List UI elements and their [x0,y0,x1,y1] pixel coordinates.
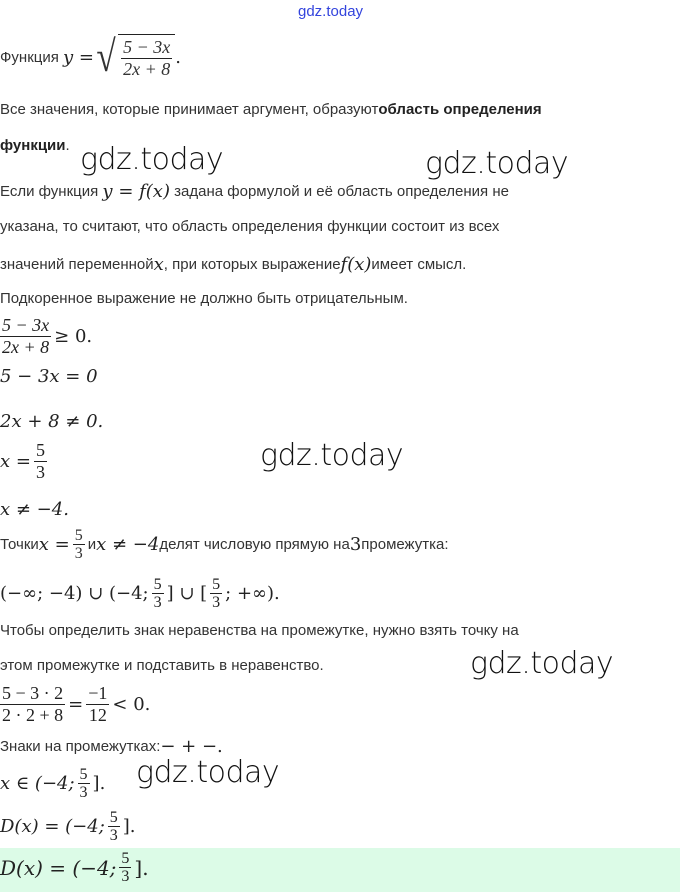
rule-line-3 [0,254,466,275]
numerator: 5 − 3 · 2 [2,683,64,703]
intervals-line [0,576,280,611]
numerator: 5 [212,576,221,593]
definition-bold: область определения [378,101,542,118]
text: значений переменной [0,256,154,273]
math: f(x) [340,254,372,275]
denominator: 12 [88,705,107,725]
solution-1 [0,440,50,483]
numerator: 5 [153,576,162,593]
text: Знаки на промежутках: [0,738,161,755]
condition-line [0,290,408,307]
domain-line [0,809,136,844]
equation-2: 2x + 8 ≠ 0. [0,411,104,432]
definition-text: Все значения, которые принимает аргумент, образуют [0,101,379,118]
numerator: 5 [79,766,88,783]
sqrt-expression: √ $\frac{5 - 3x}{2x + 8}$ [94,34,175,80]
watermark: gdz.today [136,755,280,790]
signs-line [0,736,223,757]
signs-value: − + −. [160,736,223,757]
numerator: −1 [88,683,108,703]
text: имеет смысл. [371,256,467,273]
text: , при которых выражение [163,256,341,273]
watermark: gdz.today [470,646,614,681]
watermark: gdz.today [260,438,404,473]
denominator: 3 [121,868,130,885]
test-line-2: этом промежутке и подставить в неравенство. [0,657,324,674]
denominator: 3 [109,827,118,844]
denominator: 2x + 8 [123,59,171,79]
denominator: 3 [212,594,221,611]
solution-2: x ≠ −4. [0,499,69,520]
equation-1: 5 − 3x = 0 [0,366,98,387]
rhs: ≥ 0. [54,326,93,347]
math: x ≠ −4 [96,534,160,555]
function-line [0,34,181,80]
definition-line-1 [0,101,542,118]
rhs: < 0. [112,694,151,715]
lhs: D(x) = (−4; [0,855,117,880]
points-line [0,527,449,562]
denominator: 3 [79,784,88,801]
end: ]. [92,773,106,794]
math: x = [38,534,70,555]
interval-part: ] ∪ [ [166,583,208,604]
text: Точки [0,536,39,553]
watermark: gdz.today [425,146,569,181]
denominator: 2 · 2 + 8 [2,705,64,725]
text: указана, то считают, что область определения функции состоит из всех [0,218,500,235]
denominator: 3 [74,545,83,562]
watermark-top: gdz.today [298,3,364,20]
period: . [175,46,182,68]
lhs: x ∈ (−4; [0,773,75,794]
interval-part: (−∞; −4) ∪ (−4; [0,583,149,604]
math: 3 [349,534,362,555]
text: Если функция [0,183,99,200]
interval-part: ; +∞). [225,583,280,604]
math: x [153,254,164,275]
numerator: 5 [35,440,45,460]
definition-line-2 [0,137,70,154]
text: задана формулой и её область определения не [174,183,509,200]
numerator: 5 [121,850,130,867]
y-equals: y = [63,46,94,68]
numerator: 5 − 3x [2,315,50,335]
equals: = [68,694,84,715]
text: Подкоренное выражение не должно быть отрицательным. [0,290,408,307]
rule-line-2 [0,218,499,235]
text: промежутка: [361,536,449,553]
test-line-1: Чтобы определить знак неравенства на промежутке, нужно взять точку на [0,622,519,639]
function-label: Функция [0,48,59,66]
numerator: 5 [109,809,118,826]
lhs: x = [0,451,31,472]
text: делят числовую прямую на [159,536,350,553]
denominator: 3 [153,594,162,611]
numerator: 5 [74,527,83,544]
x-in-line [0,766,105,801]
watermark: gdz.today [80,142,224,177]
rule-line-1 [0,181,509,202]
end: ]. [134,855,149,880]
math: y = f(x) [102,181,170,202]
definition-bold-2: функции [0,137,66,154]
period: . [65,137,70,154]
lhs: D(x) = (−4; [0,816,105,837]
denominator: 2x + 8 [2,337,50,357]
inequality [0,315,92,358]
end: ]. [122,816,136,837]
denominator: 3 [35,462,45,482]
text: и [87,536,97,553]
calculation [0,683,150,726]
numerator: 5 − 3x [123,37,171,57]
answer-line [0,850,149,885]
